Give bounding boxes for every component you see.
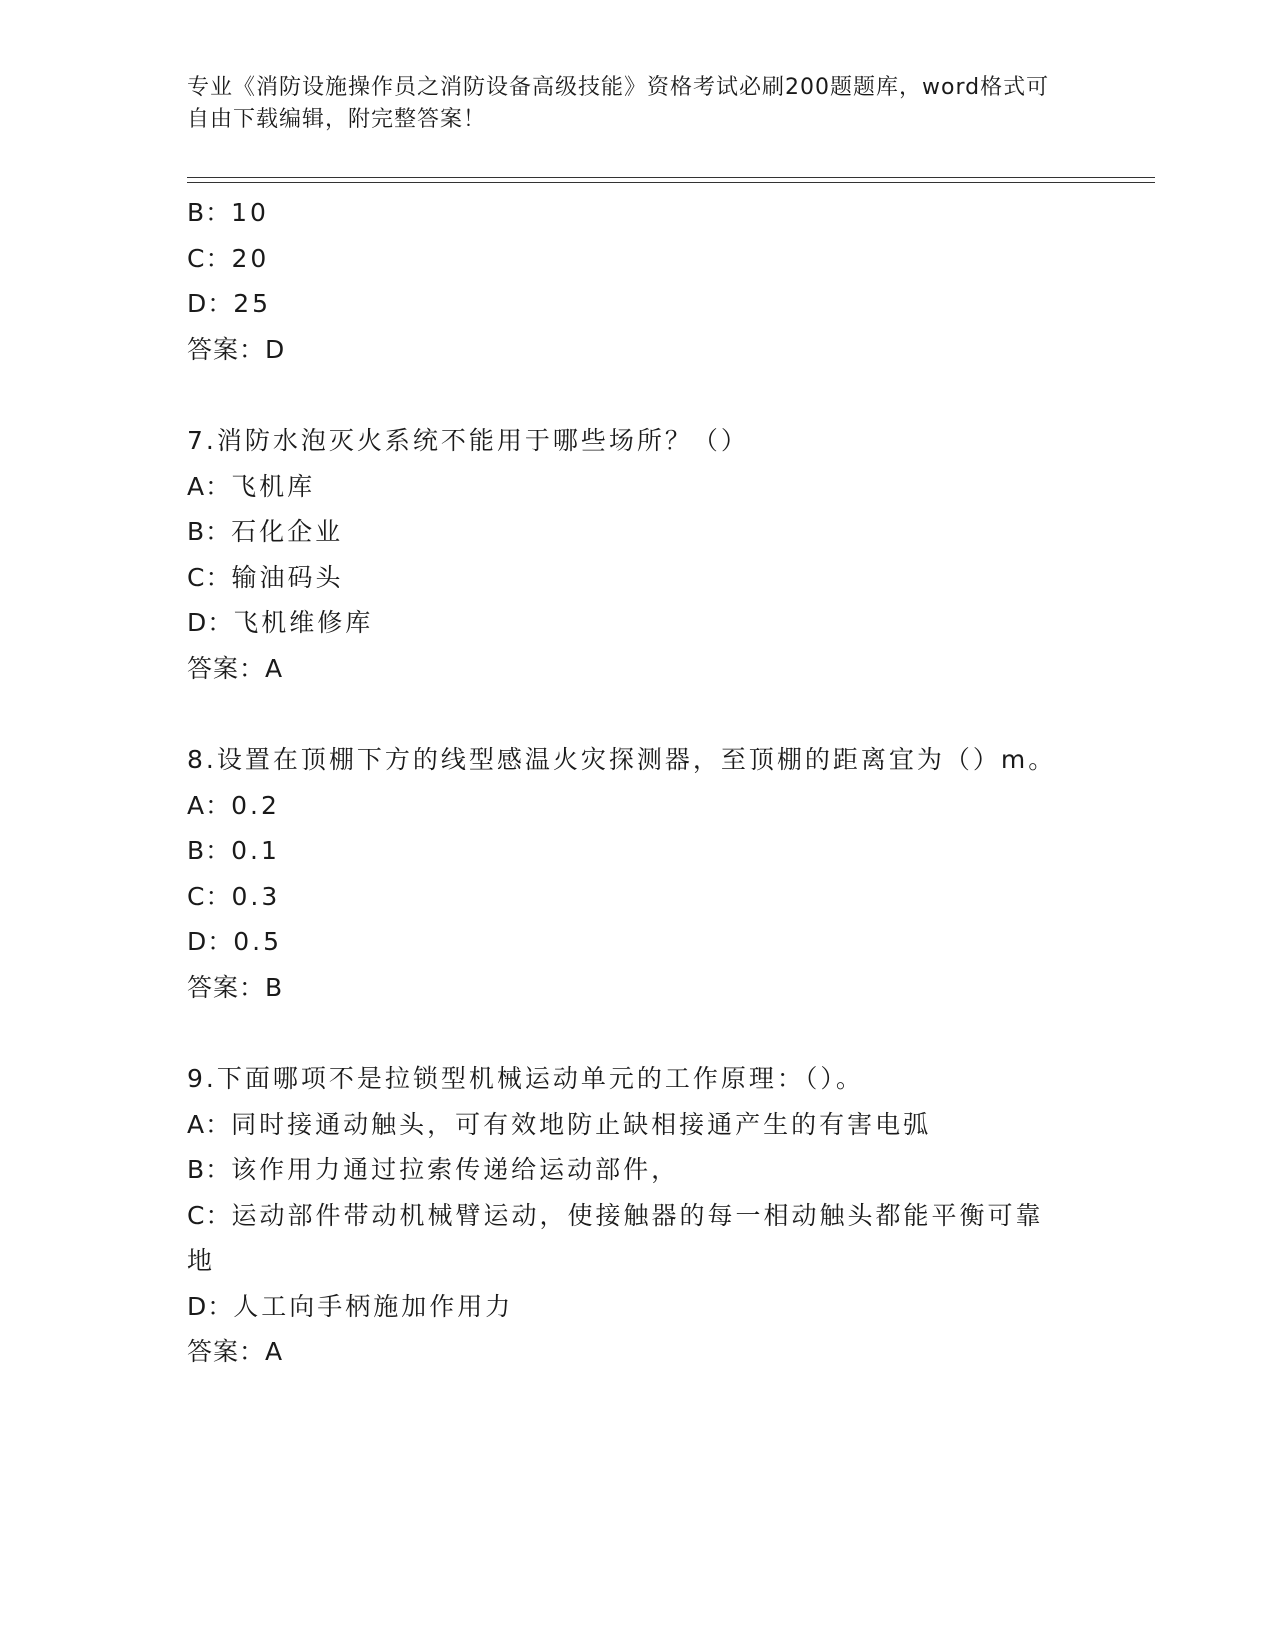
option-b: B：该作用力通过拉索传递给运动部件， xyxy=(187,1155,680,1184)
option-d: D：25 xyxy=(187,289,272,318)
option-d: D：人工向手柄施加作用力 xyxy=(187,1291,514,1321)
question-list xyxy=(187,190,1087,1375)
option-a: A：同时接通动触头，可有效地防止缺相接通产生的有害电弧 xyxy=(187,1109,932,1139)
option-b: B：石化企业 xyxy=(187,517,344,546)
answer-line: 答案：B xyxy=(187,972,284,1002)
option-b: B：0.1 xyxy=(187,836,280,865)
option-c: C：0.3 xyxy=(187,881,281,911)
answer-line: 答案：A xyxy=(187,653,284,683)
option-c: C：运动部件带动机械臂运动，使接触器的每一相动触头都能平衡可靠地 xyxy=(187,1200,1044,1275)
option-b: B：10 xyxy=(187,198,269,227)
question-block-prev xyxy=(187,190,1087,372)
question-block-8 xyxy=(187,737,1087,1010)
question-block-9 xyxy=(187,1056,1087,1375)
option-d: D：飞机维修库 xyxy=(187,608,374,637)
question-stem: 8.设置在顶棚下方的线型感温火灾探测器，至顶棚的距离宜为（）m。 xyxy=(187,745,1057,774)
option-c: C：20 xyxy=(187,243,270,273)
question-stem: 9.下面哪项不是拉锁型机械运动单元的工作原理：（）。 xyxy=(187,1064,864,1093)
header-divider-top xyxy=(187,177,1155,178)
option-a: A：0.2 xyxy=(187,790,280,820)
question-stem: 7.消防水泡灭火系统不能用于哪些场所？（） xyxy=(187,426,749,455)
option-c: C：输油码头 xyxy=(187,562,344,592)
answer-line: 答案：D xyxy=(187,334,286,364)
question-block-7 xyxy=(187,418,1087,691)
header-divider-bottom xyxy=(187,182,1155,183)
option-a: A：飞机库 xyxy=(187,471,316,501)
option-d: D：0.5 xyxy=(187,927,283,956)
document-header: 专业《消防设施操作员之消防设备高级技能》资格考试必刷200题题库，word格式可自由下载编辑，附完整答案！ xyxy=(187,75,1050,132)
answer-line: 答案：A xyxy=(187,1337,284,1366)
